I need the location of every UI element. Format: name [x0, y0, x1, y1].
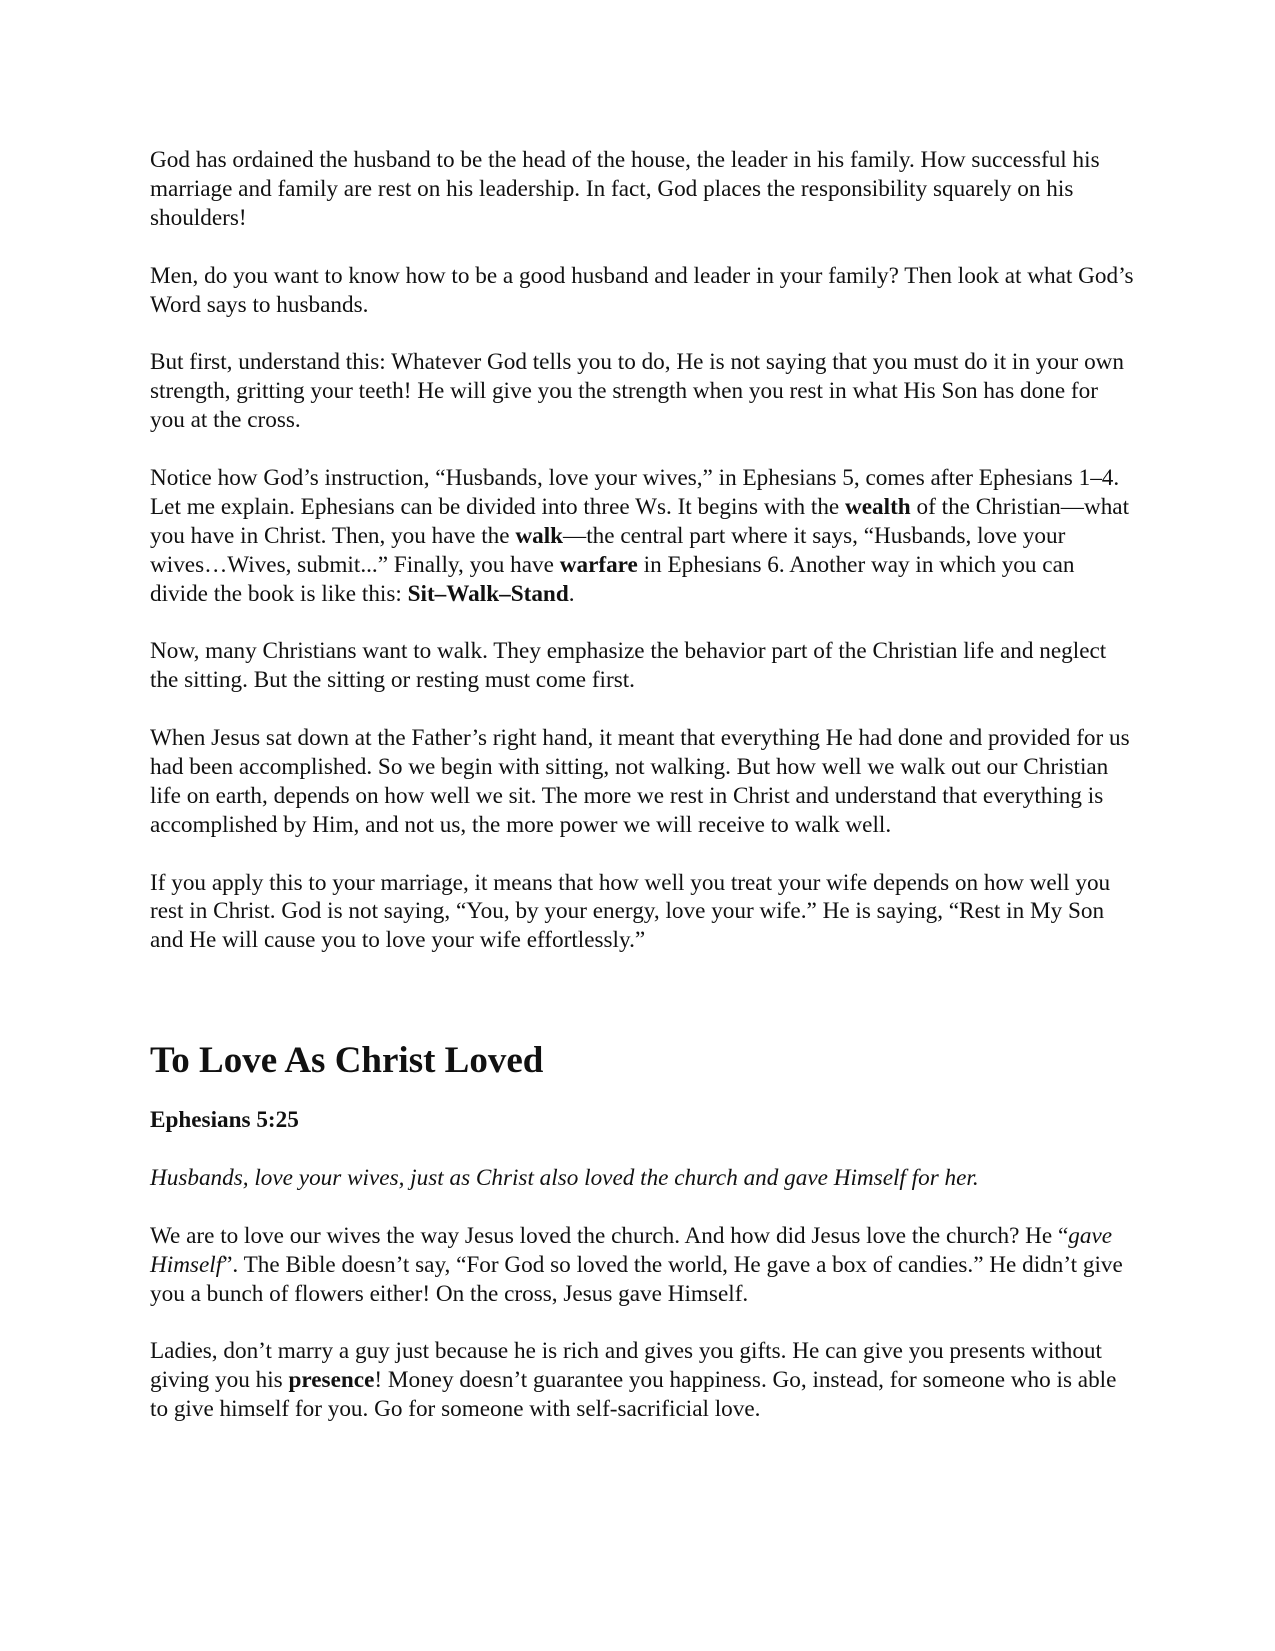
intro-paragraph-1: God has ordained the husband to be the head of the house, the leader in his family. How successful his marriage and family are rest on his leadership. In fact, God places the responsibility squarely on his shoulders! — [150, 147, 1100, 231]
p4-bold-wealth: wealth — [845, 493, 911, 520]
p4-text-a: Notice how God’s instruction, “Husbands, love your wives,” in Ephesians 5, comes after Ephesians 1–4. Let me explain. Ephesians can be divided into three Ws. It begins with the — [150, 464, 1120, 520]
s1-text-a: We are to love our wives the way Jesus loved the church. And how did Jesus love the church? He “ — [150, 1222, 1069, 1249]
p4-bold-sit-walk-stand: Sit–Walk–Stand — [407, 580, 569, 607]
s2-text-a: Ladies, don’t marry a guy just because he is rich and gives you gifts. He can give you presents without giving you his — [150, 1338, 1102, 1394]
intro-paragraph-2: Men, do you want to know how to be a good husband and leader in your family? Then look at what God’s Word says to husbands. — [150, 262, 1134, 318]
document-page — [150, 146, 1135, 1453]
section-heading: To Love As Christ Loved — [150, 1040, 544, 1082]
p4-bold-warfare: warfare — [559, 551, 638, 578]
p4-text-c: of the Christian—what you have in Christ. Then, you have the — [150, 493, 1130, 549]
s1-italic-gave-himself: gave Himself — [150, 1222, 1113, 1278]
intro-paragraph-5: Now, many Christians want to walk. They emphasize the behavior part of the Christian life and neglect the sitting. But the sitting or resting must come first. — [150, 638, 1107, 694]
p4-text-d: —the central part where it says, “Husbands, love your wives…Wives, submit...” Finally, you have — [150, 522, 1066, 578]
p4-text-f: . — [568, 580, 575, 607]
s1-text-b: ”. The Bible doesn’t say, “For God so loved the world, He gave a box of candies.” He didn’t give you a bunch of flowers either! On the cross, Jesus gave Himself. — [150, 1251, 1123, 1307]
intro-paragraph-7: If you apply this to your marriage, it means that how well you treat your wife depends on how well you rest in Christ. God is not saying, “You, by your energy, love your wife.” He is saying, “Rest in My Son and He will cause you to love your wife effortlessly.” — [150, 869, 1111, 954]
verse-reference: Ephesians 5:25 — [150, 1107, 299, 1134]
intro-paragraph-3: But first, understand this: Whatever God tells you to do, He is not saying that you must do it in your own strength, gritting your teeth! He will give you the strength when you rest in what His Son has done for you at the cross. — [150, 349, 1124, 434]
section-paragraph-1 — [150, 1222, 1135, 1309]
verse-text: Husbands, love your wives, just as Christ also loved the church and gave Himself for her. — [150, 1165, 979, 1192]
intro-paragraph-4 — [150, 464, 1135, 609]
intro-paragraph-6: When Jesus sat down at the Father’s right hand, it meant that everything He had done and provided for us had been accomplished. So we begin with sitting, not walking. But how well we walk out our Christian life on earth, depends on how well we sit. The more we rest in Christ and understand that everything is accomplished by Him, and not us, the more power we will receive to walk well. — [150, 725, 1130, 838]
s2-text-c: ! Money doesn’t guarantee you happiness. Go, instead, for someone who is able to give himself for you. Go for someone with self-sacrificial love. — [150, 1367, 1117, 1423]
p4-bold-walk: walk — [515, 522, 564, 549]
s2-bold-presence: presence — [288, 1367, 375, 1394]
section-paragraph-2 — [150, 1337, 1135, 1424]
p4-text-e: in Ephesians 6. Another way in which you can divide the book is like this: — [150, 551, 1075, 607]
